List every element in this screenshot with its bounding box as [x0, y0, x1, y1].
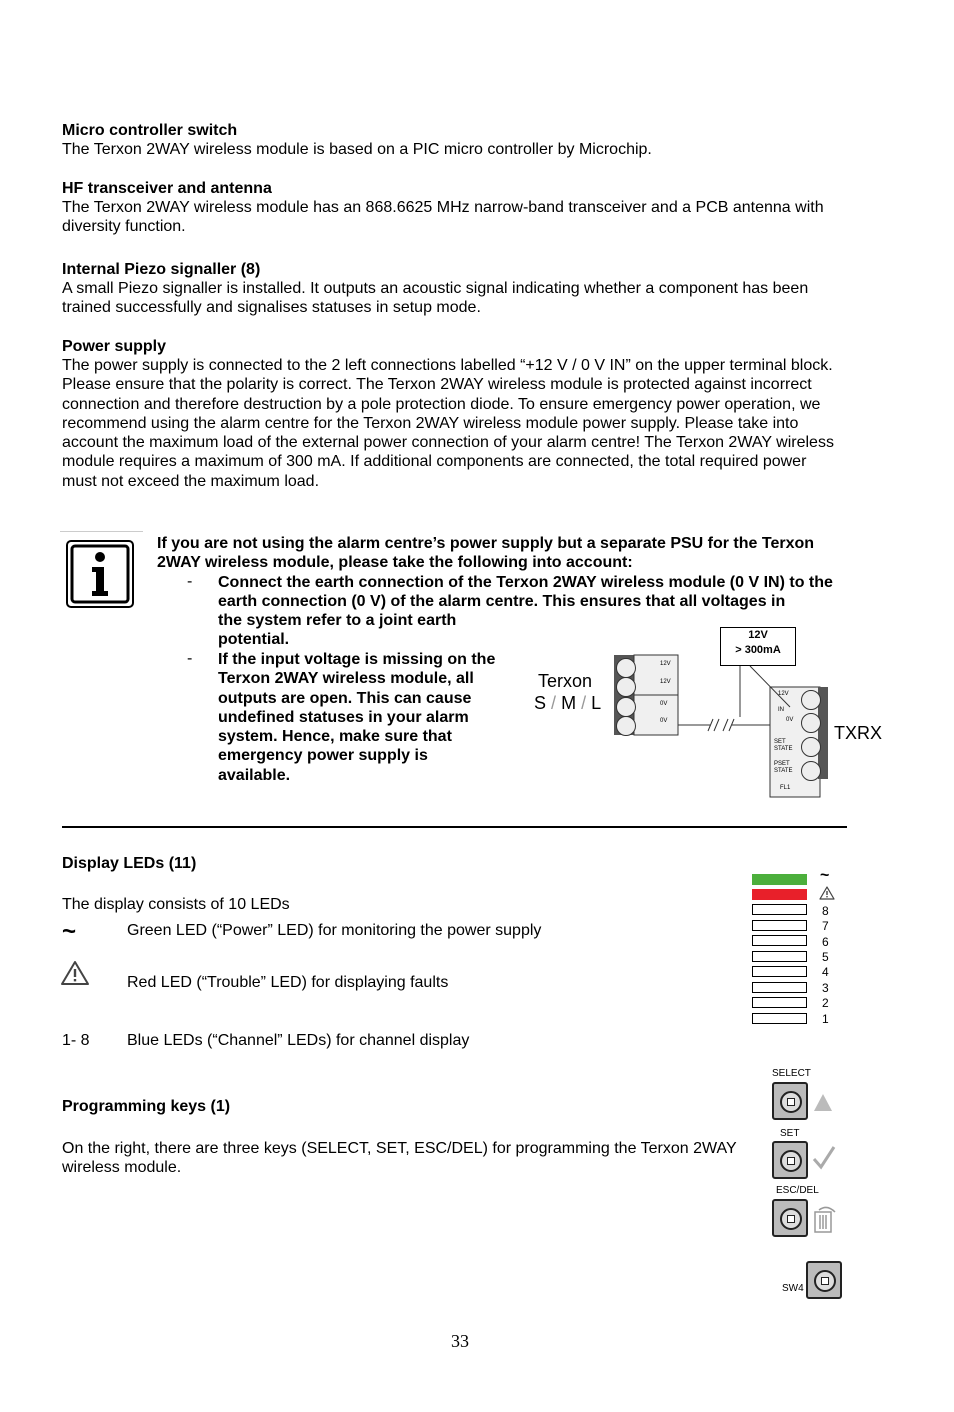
section-power-supply [62, 337, 852, 491]
left-term-label: 0V [660, 718, 668, 724]
txrx-label: TXRX [834, 723, 883, 743]
led-label: 5 [822, 950, 829, 964]
right-terminal [801, 737, 821, 757]
channel-led-6 [752, 935, 807, 946]
sw4-key[interactable] [806, 1261, 842, 1299]
warning-icon [60, 960, 90, 991]
section-micro-controller [62, 121, 852, 159]
psu-voltage: 12V [748, 629, 768, 641]
channel-led-7 [752, 920, 807, 931]
red-led-desc: Red LED (“Trouble” LED) for displaying faults [127, 974, 449, 991]
note-dash: - [187, 650, 193, 667]
note-intro: If you are not using the alarm centre’s power supply but a separate PSU for the Terxon 2WAY wireless module, please take the following into account: [157, 535, 815, 572]
sw4-label: SW4 [782, 1283, 804, 1294]
right-terminal [801, 690, 821, 710]
checkmark-icon [812, 1145, 836, 1176]
note-rule [60, 531, 143, 532]
display-intro: The display consists of 10 LEDs [62, 896, 290, 913]
esc-del-key-label: ESC/DEL [776, 1185, 819, 1196]
right-term-label: PSET STATE [774, 761, 793, 774]
led-label: 3 [822, 981, 829, 995]
esc-del-key[interactable] [772, 1199, 808, 1237]
size-s: S [534, 693, 547, 713]
up-arrow-icon [813, 1092, 833, 1117]
section-divider [62, 826, 847, 828]
left-terminal [616, 677, 636, 697]
led-label: 4 [822, 965, 829, 979]
size-m: M [561, 693, 577, 713]
right-term-label: 0V [786, 717, 794, 723]
left-term-label: 12V [660, 679, 671, 685]
size-sep: / [551, 693, 557, 713]
led-label: 1 [822, 1012, 829, 1026]
sw4-key-cap [814, 1270, 836, 1292]
section-body: The power supply is connected to the 2 left connections labelled “+12 V / 0 V IN” on the upper terminal block. Please ensure that the polarity is correct. The Terxon 2WAY wireless module is protected against incorrect connection and therefore destruction by a pole protection diode. To ensure emergency power operation, we recommend using the alarm centre for the Terxon 2WAY wireless module power supply. Please take into account the maximum load of the external power connection of your alarm centre! The Terxon 2WAY wireless module requires a maximum of 300 mA. If additional components are connected, the total required power must not exceed the maximum load. [62, 357, 834, 490]
right-term-label: FL1 [780, 785, 791, 791]
section-heading: HF transceiver and antenna [62, 180, 272, 197]
left-term-label: 0V [660, 701, 668, 707]
channel-led-3 [752, 982, 807, 993]
section-body: The Terxon 2WAY wireless module is based on a PIC micro controller by Microchip. [62, 141, 652, 158]
terxon-sizes [534, 693, 601, 713]
info-icon [66, 540, 134, 608]
section-heading: Power supply [62, 338, 167, 355]
left-terminal [616, 697, 636, 717]
set-key-cap [780, 1150, 802, 1172]
terxon-label: Terxon [538, 671, 593, 691]
trash-icon [811, 1204, 837, 1239]
left-terminal [616, 716, 636, 736]
channel-led-8 [752, 904, 807, 915]
led-label: 8 [822, 904, 829, 918]
select-key-label: SELECT [772, 1068, 811, 1079]
section-heading: Internal Piezo signaller (8) [62, 261, 261, 278]
left-terminal [616, 658, 636, 678]
green-led-desc: Green LED (“Power” LED) for monitoring the power supply [127, 922, 542, 939]
led-label-warning-icon [819, 886, 835, 905]
psu-current: > 300mA [735, 644, 781, 656]
psu-box [720, 627, 796, 666]
esc-del-key-cap [780, 1208, 802, 1230]
right-term-label: IN [778, 707, 784, 713]
set-key[interactable] [772, 1141, 808, 1179]
section-hf-transceiver [62, 179, 852, 237]
led-label: 7 [822, 919, 829, 933]
right-terminal [801, 761, 821, 781]
section-piezo [62, 260, 852, 318]
select-key[interactable] [772, 1082, 808, 1120]
right-terminal [801, 713, 821, 733]
blue-led-desc: Blue LEDs (“Channel” LEDs) for channel display [127, 1032, 470, 1049]
note-item-earth: Connect the earth connection of the Terxon 2WAY wireless module (0 V IN) to the earth connection (0 V) of the alarm centre. This ensures that all voltages in [218, 574, 833, 611]
programming-body: On the right, there are three keys (SELECT, SET, ESC/DEL) for programming the Terxon 2WAY wireless module. [62, 1140, 737, 1177]
led-label: 6 [822, 935, 829, 949]
channel-led-1 [752, 1013, 807, 1024]
wiring-diagram [520, 617, 883, 799]
display-heading: Display LEDs (11) [62, 855, 197, 872]
channel-led-2 [752, 997, 807, 1008]
note-item-earth-cont: the system refer to a joint earth potential. [218, 612, 457, 649]
right-term-label: SET STATE [774, 739, 793, 752]
channel-led-5 [752, 951, 807, 962]
channel-range: 1- 8 [62, 1032, 90, 1049]
channel-led-4 [752, 966, 807, 977]
select-key-cap [780, 1091, 802, 1113]
trouble-led [752, 889, 807, 900]
section-body: A small Piezo signaller is installed. It outputs an acoustic signal indicating whether a component has been trained successfully and signalises statuses in setup mode. [62, 280, 809, 317]
power-symbol: ~ [62, 918, 77, 945]
left-term-label: 12V [660, 661, 671, 667]
section-heading: Micro controller switch [62, 122, 238, 139]
section-body: The Terxon 2WAY wireless module has an 868.6625 MHz narrow-band transceiver and a PCB antenna with diversity function. [62, 199, 824, 236]
note-item-voltage: If the input voltage is missing on the Terxon 2WAY wireless module, all outputs are open. This can cause undefined statuses in your alarm system. Hence, make sure that emergency power supply is available. [218, 651, 496, 784]
set-key-label: SET [780, 1128, 800, 1139]
programming-heading: Programming keys (1) [62, 1098, 231, 1115]
led-label-power: ~ [820, 867, 830, 884]
page-number: 33 [451, 1331, 469, 1351]
note-dash: - [187, 573, 193, 590]
size-l: L [591, 693, 602, 713]
led-label: 2 [822, 996, 829, 1010]
size-sep: / [581, 693, 587, 713]
power-led [752, 874, 807, 885]
right-term-label: 12V [778, 691, 789, 697]
